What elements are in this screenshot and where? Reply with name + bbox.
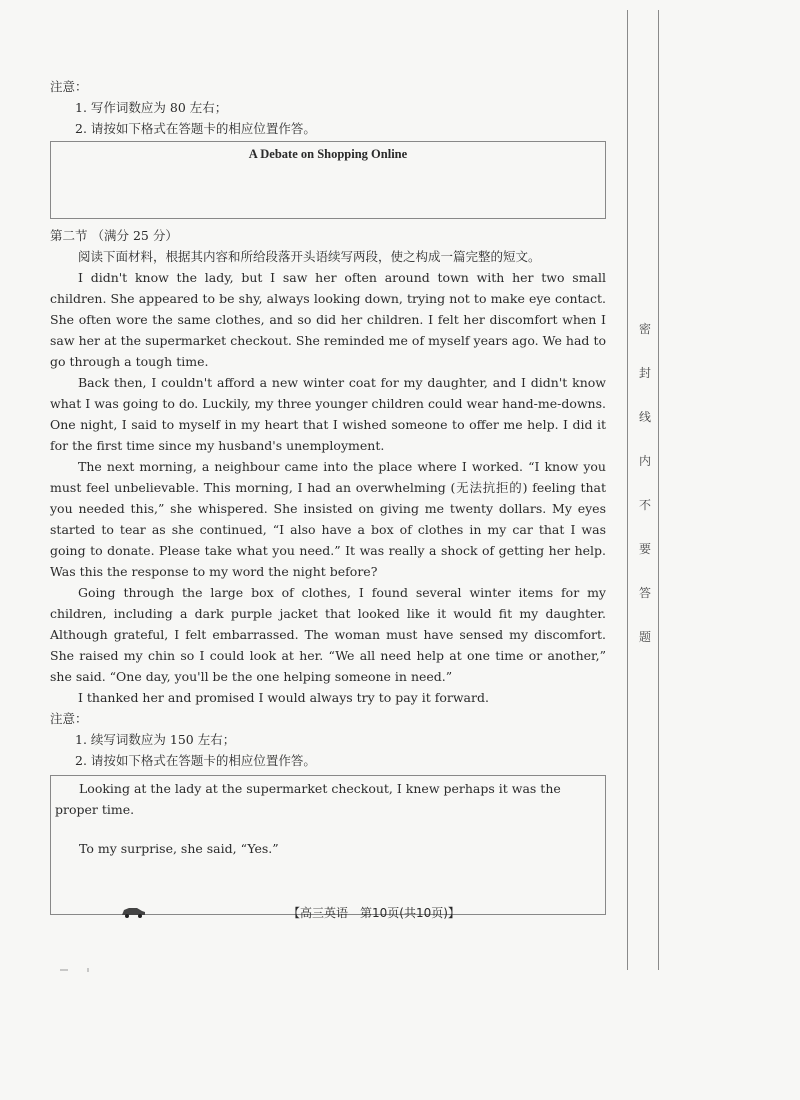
page-content — [50, 76, 606, 915]
scan-mark — [60, 968, 90, 972]
section2-instruction: 阅读下面材料，根据其内容和所给段落开头语续写两段，使之构成一篇完整的短文。 — [78, 249, 541, 264]
story-paragraph-4: Going through the large box of clothes, I found several winter items for my children, including a dark purple jacket that looked like it would fit my daughter. Although grateful, I felt embarrassed. The woman must have sensed my discomfort. She raised my chin so I could look at her. “We all need help at one time or another,” she said. “One day, you'll be the one helping someone in need.” — [50, 585, 606, 684]
seal-char: 答 — [638, 586, 651, 600]
note2-item-1: 1. 续写词数应为 150 左右； — [75, 732, 236, 747]
note2-item-2: 2. 请按如下格式在答题卡的相应位置作答。 — [75, 753, 316, 768]
note1-item-2: 2. 请按如下格式在答题卡的相应位置作答。 — [75, 121, 316, 136]
writing-box-1-title: A Debate on Shopping Online — [248, 147, 408, 161]
section2-heading: 第二节 （满分 25 分） — [50, 228, 178, 243]
car-icon — [120, 906, 146, 918]
writing-box-2 — [50, 775, 606, 915]
story-paragraph-3: The next morning, a neighbour came into the place where I worked. “I know you must feel unbelievable. This morning, I had an overwhelming (无法抗拒的) feeling that you needed this,” she whispered. She insisted on giving me twenty dollars. My eyes started to tear as she continued, “I also have a box of clothes in my car that I was going to donate. Please take what you need.” It was really a shock of getting her help. Was this the response to my word the night before? — [50, 459, 606, 579]
seal-char: 题 — [638, 630, 651, 644]
seal-char: 内 — [638, 454, 651, 468]
seal-line-text — [630, 320, 660, 672]
note1-title: 注意： — [50, 79, 88, 94]
story-paragraph-1: I didn't know the lady, but I saw her often around town with her two small children. She appeared to be shy, always looking down, trying not to make eye contact. She often wore the same clothes, and so did her children. I felt her discomfort when I saw her at the supermarket checkout. She reminded me of myself years ago. We had to go through a tough time. — [50, 270, 606, 369]
note2-title: 注意： — [50, 711, 88, 726]
continuation-start-1: Looking at the lady at the supermarket checkout, I knew perhaps it was the proper time. — [55, 781, 561, 817]
seal-char: 封 — [638, 366, 651, 380]
binding-line-left — [627, 10, 628, 970]
seal-char: 要 — [638, 542, 651, 556]
continuation-start-2: To my surprise, she said, “Yes.” — [79, 841, 279, 856]
story-paragraph-2: Back then, I couldn't afford a new winter coat for my daughter, and I didn't know what I was going to do. Luckily, my three younger children could wear hand-me-downs. One night, I said to myself in my heart that I wished someone to offer me help. I did it for the first time since my husband's unemployment. — [50, 375, 606, 453]
writing-box-1 — [50, 141, 606, 219]
seal-char: 密 — [638, 322, 651, 336]
story-paragraph-5: I thanked her and promised I would always try to pay it forward. — [78, 690, 489, 705]
seal-char: 线 — [638, 410, 651, 424]
page-footer — [0, 904, 800, 924]
note1-item-1: 1. 写作词数应为 80 左右； — [75, 100, 228, 115]
footer-page-number: 【高三英语 第10页(共10页)】 — [288, 906, 460, 920]
seal-char: 不 — [638, 498, 651, 512]
